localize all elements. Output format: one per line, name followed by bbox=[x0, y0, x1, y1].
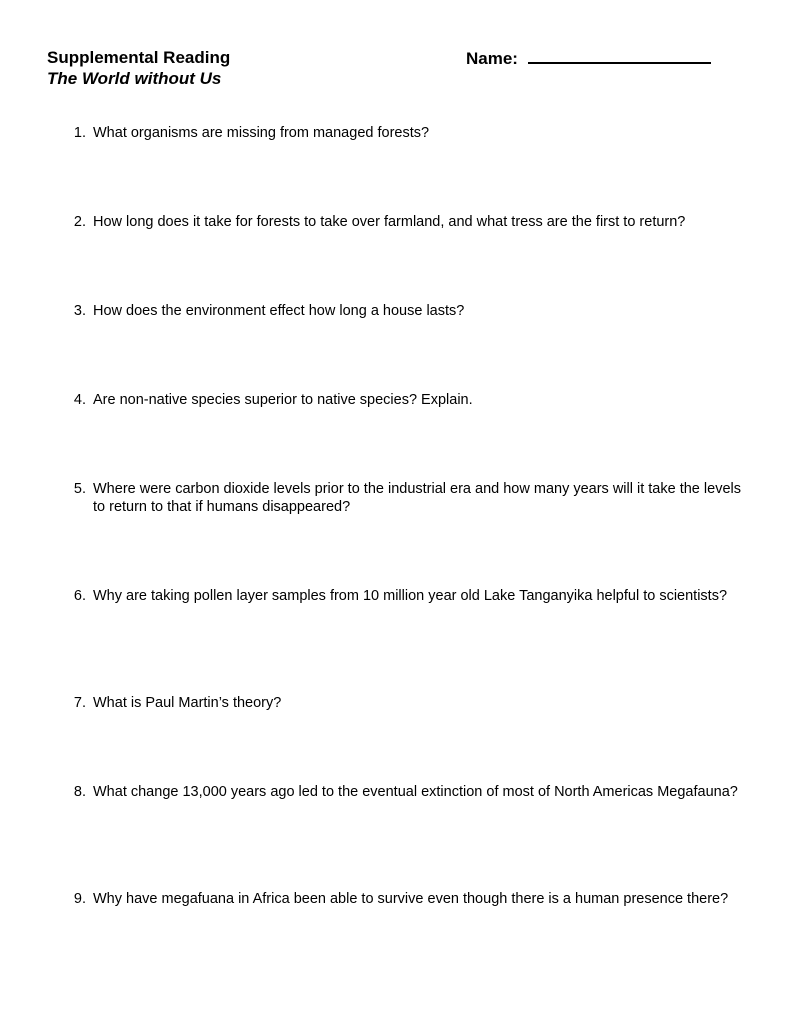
question-number: 7. bbox=[73, 695, 86, 711]
name-field bbox=[466, 47, 711, 69]
question-text: How long does it take for forests to take over farmland, and what tress are the first to return? bbox=[93, 214, 686, 230]
question-text: Are non-native species superior to native species? Explain. bbox=[93, 392, 473, 408]
question-item-9 bbox=[66, 890, 756, 908]
question-number: 5. bbox=[73, 481, 86, 497]
question-number: 1. bbox=[73, 125, 86, 141]
question-item-4 bbox=[66, 391, 756, 409]
name-blank-line bbox=[528, 47, 711, 64]
title-block bbox=[47, 47, 230, 89]
question-item-5 bbox=[66, 480, 756, 516]
question-text: Why have megafuana in Africa been able to survive even though there is a human presence there? bbox=[93, 891, 729, 907]
question-text: What organisms are missing from managed forests? bbox=[93, 125, 430, 141]
question-number: 2. bbox=[73, 214, 86, 230]
question-text: What change 13,000 years ago led to the eventual extinction of most of North Americas Megafauna? bbox=[93, 784, 738, 800]
question-item-3 bbox=[66, 302, 756, 320]
worksheet-title: Supplemental Reading bbox=[47, 48, 231, 67]
name-label: Name: bbox=[466, 49, 518, 68]
worksheet-subtitle: The World without Us bbox=[47, 69, 222, 88]
question-number: 9. bbox=[73, 891, 86, 907]
question-text: Where were carbon dioxide levels prior to the industrial era and how many years will it take the levels to return to that if humans disappeared? bbox=[93, 481, 741, 515]
question-text: How does the environment effect how long a house lasts? bbox=[93, 303, 465, 319]
question-item-6 bbox=[66, 587, 756, 605]
question-number: 3. bbox=[73, 303, 86, 319]
question-text: Why are taking pollen layer samples from 10 million year old Lake Tanganyika helpful to scientists? bbox=[93, 588, 728, 604]
question-number: 6. bbox=[73, 588, 86, 604]
question-item-7 bbox=[66, 694, 756, 712]
question-item-8 bbox=[66, 783, 756, 801]
question-number: 4. bbox=[73, 392, 86, 408]
question-item-2 bbox=[66, 213, 756, 231]
question-text: What is Paul Martin’s theory? bbox=[93, 695, 282, 711]
question-item-1 bbox=[66, 124, 756, 142]
question-number: 8. bbox=[73, 784, 86, 800]
